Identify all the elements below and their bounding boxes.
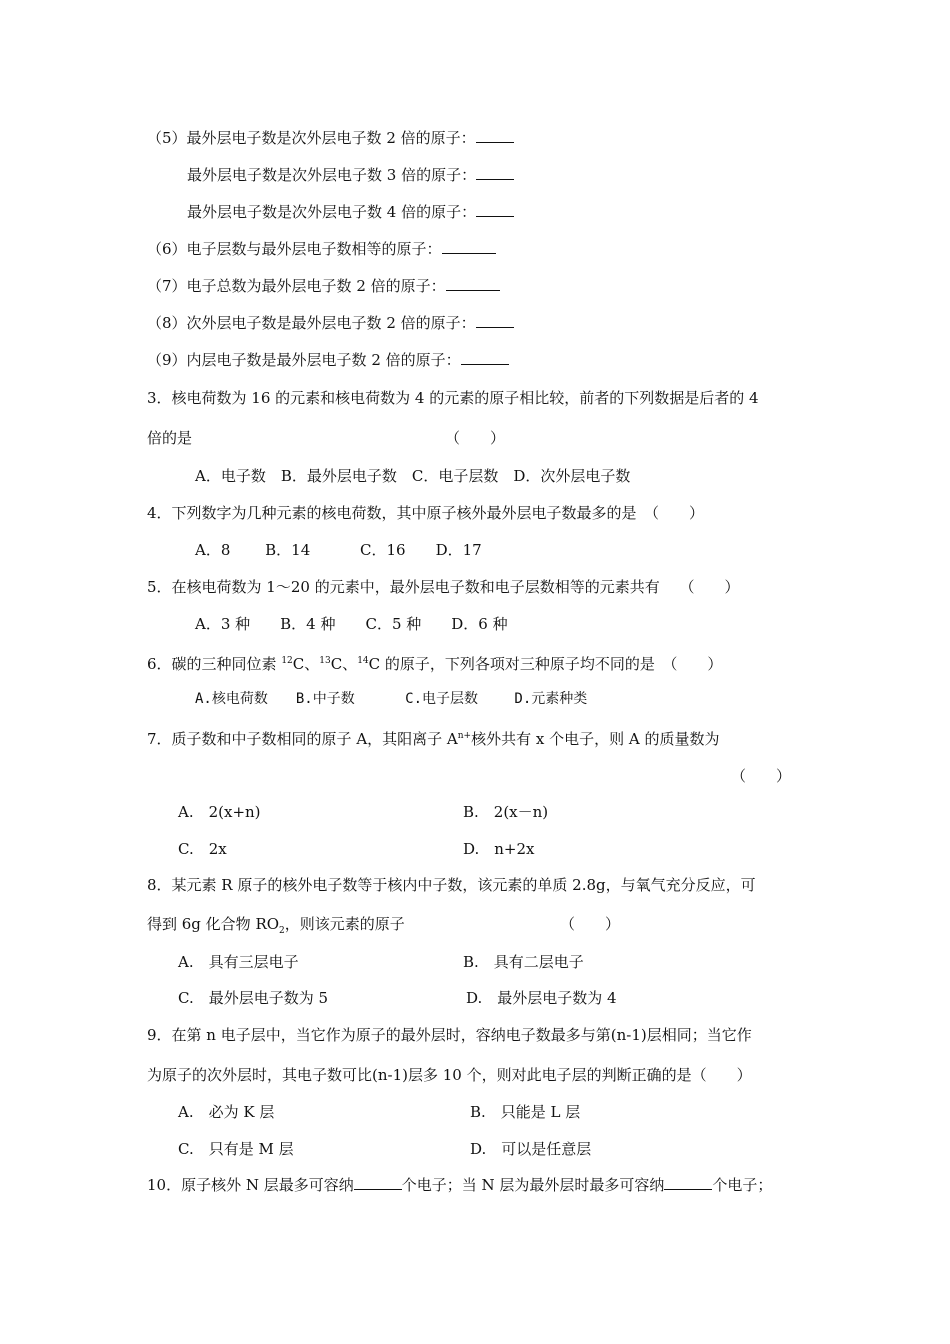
q2-item-7-text: （7）电子总数为最外层电子数 2 倍的原子：: [147, 277, 446, 295]
q4-stem: 4．下列数字为几种元素的核电荷数，其中原子核外最外层电子数最多的是 （ ）: [147, 504, 705, 522]
q2-item-8: [147, 313, 514, 333]
answer-blank: [354, 1175, 402, 1190]
answer-blank: [476, 313, 514, 328]
q7-stem-tail: 核外共有 x 个电子，则 A 的质量数为: [471, 730, 720, 748]
answer-blank: [476, 128, 514, 143]
q9-stem-line1: 9．在第 n 电子层中，当它作为原子的最外层时，容纳电子数最多与第(n-1)层相同；当它作: [147, 1026, 752, 1044]
q2-item-9: [147, 350, 509, 370]
q8-stem-text: 得到 6g 化合物 RO: [147, 915, 280, 933]
answer-blank: [461, 350, 509, 365]
answer-blank: [442, 239, 496, 254]
q8-option-a: A. 具有三层电子: [178, 953, 299, 971]
q10-text-1: 10．原子核外 N 层最多可容纳: [147, 1176, 354, 1194]
answer-blank: [476, 165, 514, 180]
q10-stem: [147, 1175, 772, 1195]
q9-stem-line2: 为原子的次外层时，其电子数可比(n-1)层多 10 个，则对此电子层的判断正确的是（ ）: [147, 1066, 752, 1084]
q8-stem-line1: 8．某元素 R 原子的核外电子数等于核内中子数，该元素的单质 2.8g，与氧气充分反应，可: [147, 876, 756, 894]
q7-stem: [147, 726, 719, 749]
q2-item-5b: [187, 165, 514, 185]
isotope-mass-14: 14: [357, 656, 369, 666]
q8-stem-tail: ，则该元素的原子: [284, 915, 405, 933]
q2-item-6: [147, 239, 496, 259]
q8-option-b: B. 具有二层电子: [463, 953, 584, 971]
isotope-symbol: C、: [292, 655, 320, 673]
q8-option-c: C. 最外层电子数为 5: [178, 989, 329, 1007]
q2-item-7: [147, 276, 500, 296]
q10-text-3: 个电子；: [712, 1176, 773, 1194]
q5-options: A．3 种 B．4 种 C．5 种 D．6 种: [195, 615, 508, 633]
isotope-symbol: C、: [330, 655, 358, 673]
q4-options: A．8 B．14 C．16 D．17: [195, 541, 482, 559]
q2-item-5a: [147, 128, 514, 148]
q9-option-b: B. 只能是 L 层: [470, 1103, 581, 1121]
q2-item-9-text: （9）内层电子数是最外层电子数 2 倍的原子：: [147, 351, 461, 369]
formula-subscript: 2: [279, 926, 285, 936]
q8-option-d: D. 最外层电子数为 4: [466, 989, 617, 1007]
q7-option-b: B. 2(x－n): [463, 803, 549, 821]
q9-option-a: A. 必为 K 层: [178, 1103, 275, 1121]
q2-item-5c: [187, 202, 514, 222]
q6-stem: [147, 651, 722, 674]
q6-options: A.核电荷数 B.中子数 C.电子层数 D.元素种类: [195, 691, 588, 707]
answer-blank: [664, 1175, 712, 1190]
isotope-mass-13: 13: [319, 656, 331, 666]
q3-stem-line2: 倍的是: [147, 429, 193, 447]
q7-stem-text: 7．质子数和中子数相同的原子 A，其阳离子 A: [147, 730, 458, 748]
q7-answer-paren: （ ）: [731, 767, 792, 785]
q6-stem-text: 6．碳的三种同位素: [147, 655, 282, 673]
q7-option-a: A. 2(x+n): [178, 803, 261, 821]
q2-item-6-text: （6）电子层数与最外层电子数相等的原子：: [147, 240, 442, 258]
q8-answer-paren: （ ）: [560, 915, 621, 933]
q2-item-8-text: （8）次外层电子数是最外层电子数 2 倍的原子：: [147, 314, 476, 332]
q2-item-5c-text: 最外层电子数是次外层电子数 4 倍的原子：: [187, 203, 477, 221]
isotope-mass-12: 12: [281, 656, 293, 666]
q2-item-5a-text: （5）最外层电子数是次外层电子数 2 倍的原子：: [147, 129, 476, 147]
q2-item-5b-text: 最外层电子数是次外层电子数 3 倍的原子：: [187, 166, 477, 184]
answer-blank: [446, 276, 500, 291]
q3-options: A．电子数 B．最外层电子数 C．电子层数 D．次外层电子数: [195, 467, 631, 485]
q7-option-c: C. 2x: [178, 840, 227, 858]
q10-text-2: 个电子；当 N 层为最外层时最多可容纳: [401, 1176, 665, 1194]
ion-charge: n+: [457, 731, 472, 741]
q9-option-d: D. 可以是任意层: [470, 1140, 592, 1158]
q5-stem: 5．在核电荷数为 1～20 的元素中，最外层电子数和电子层数相等的元素共有 （ ）: [147, 578, 740, 596]
q6-stem-tail: C 的原子，下列各项对三种原子均不同的是 （ ）: [368, 655, 723, 673]
answer-blank: [476, 202, 514, 217]
q9-option-c: C. 只有是 M 层: [178, 1140, 294, 1158]
q7-option-d: D. n+2x: [463, 840, 535, 858]
q3-answer-paren: （ ）: [445, 429, 506, 447]
q3-stem-line1: 3．核电荷数为 16 的元素和核电荷数为 4 的元素的原子相比较，前者的下列数据是后者的 4: [147, 389, 759, 407]
q8-stem-line2: [147, 914, 405, 941]
